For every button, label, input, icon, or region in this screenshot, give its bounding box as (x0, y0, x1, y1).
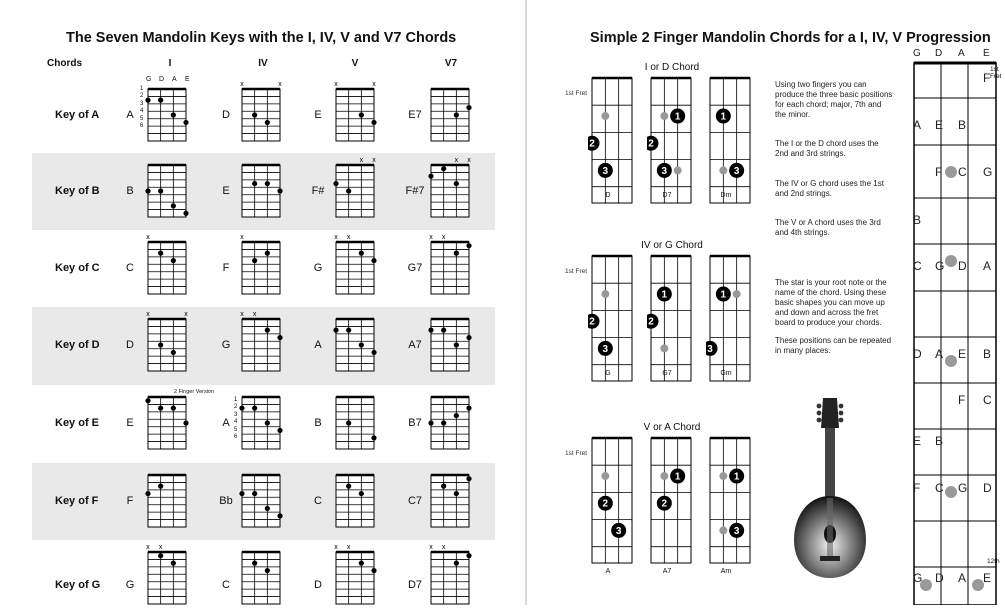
finger-dot (454, 342, 459, 347)
finger-dot (145, 398, 150, 403)
finger-number-text: 1 (674, 471, 681, 483)
finger-number-text: 1 (661, 289, 668, 301)
mandolin-illustration (790, 398, 870, 578)
two-finger-diagram (706, 252, 754, 388)
chord-name: F (126, 495, 134, 507)
chord-name: B7 (408, 417, 422, 429)
string-name: A (172, 76, 177, 83)
fretboard-note: A (935, 347, 944, 361)
muted-string-mark: x (240, 311, 244, 318)
finger-dot (183, 211, 188, 216)
two-finger-diagram (647, 434, 695, 570)
position-dot (719, 472, 727, 480)
right-title: Simple 2 Finger Mandolin Chords for a I, IV, V Progression (590, 30, 991, 46)
two-finger-diagram (706, 74, 754, 210)
finger-number-text: 3 (602, 165, 609, 177)
chord-name: E7 (408, 109, 422, 121)
finger-number-text: 1 (720, 111, 727, 123)
chord-diagram (332, 388, 380, 454)
fret-number: 3 (140, 100, 144, 107)
finger-dot (145, 98, 150, 103)
finger-dot (145, 491, 150, 496)
muted-string-mark: x (240, 234, 244, 241)
chord-name: D (314, 579, 322, 591)
fretboard-first-fret-label: 1st Fret (990, 66, 1002, 80)
finger-dot (265, 328, 270, 333)
fretboard-note: A (983, 259, 992, 273)
chord-name: D (126, 339, 134, 351)
finger-dot (252, 491, 257, 496)
fretboard-header-note: G (913, 48, 921, 59)
finger-dot (371, 350, 376, 355)
finger-dot (441, 328, 446, 333)
note-6: These positions can be repeated in many places. (775, 336, 892, 355)
finger-number-text: 2 (589, 316, 595, 328)
row-label-6: Key of F (55, 495, 99, 507)
chord-name: G (221, 339, 231, 351)
fretboard-header-note: A (958, 48, 965, 59)
finger-dot (466, 476, 471, 481)
finger-dot (466, 406, 471, 411)
finger-dot (171, 203, 176, 208)
fretboard-note: E (983, 571, 992, 585)
position-dot (719, 166, 727, 174)
finger-dot (145, 188, 150, 193)
section-title: V or A Chord (643, 422, 701, 433)
chords-header: Chords (47, 58, 82, 69)
fretboard-note: E (935, 118, 944, 132)
fretboard-note: D (935, 571, 944, 585)
finger-dot (428, 328, 433, 333)
finger-dot (265, 420, 270, 425)
chord-diagram (427, 543, 475, 609)
chord-diagram (144, 466, 192, 532)
two-finger-diagram (588, 434, 636, 570)
fretboard-note: D (958, 259, 967, 273)
finger-dot (346, 484, 351, 489)
finger-dot (158, 484, 163, 489)
fret-number: 2 (140, 93, 144, 100)
finger-dot (171, 561, 176, 566)
finger-dot (454, 112, 459, 117)
finger-dot (158, 553, 163, 558)
position-dot (660, 344, 668, 352)
fretboard-twelfth-label: 12th (987, 558, 1000, 565)
chord-name: C (314, 495, 322, 507)
finger-dot (466, 105, 471, 110)
fretboard-note: A (958, 571, 967, 585)
chord-diagram (332, 543, 380, 609)
finger-dot (441, 484, 446, 489)
finger-dot (333, 328, 338, 333)
position-dot (660, 472, 668, 480)
finger-dot (239, 491, 244, 496)
finger-dot (277, 188, 282, 193)
chord-diagram (144, 310, 192, 376)
note-4: The V or A chord uses the 3rd and 4th strings. (775, 218, 881, 237)
row-label-5: Key of E (55, 417, 100, 429)
finger-dot (371, 120, 376, 125)
fret-number: 6 (234, 434, 238, 440)
chord-diagram (427, 80, 475, 146)
finger-number-text: 3 (602, 343, 609, 355)
finger-dot (346, 328, 351, 333)
fretboard-note: A (913, 118, 922, 132)
finger-number-text: 3 (733, 525, 740, 537)
col-header-V: V (351, 58, 359, 69)
fretboard-header-note: E (983, 48, 990, 59)
chord-diagram (427, 310, 475, 376)
row-label-1: Key of A (55, 109, 100, 121)
muted-string-mark: x (372, 81, 376, 88)
muted-string-mark: x (334, 81, 338, 88)
fretboard-note: B (958, 118, 967, 132)
finger-dot (428, 420, 433, 425)
chord-diagram (238, 388, 286, 454)
chord-diagram (427, 156, 475, 222)
finger-dot (454, 491, 459, 496)
fretboard-note: C (935, 481, 944, 495)
chord-caption: A7 (662, 568, 672, 575)
fret-number: 1 (234, 397, 238, 403)
left-title: The Seven Mandolin Keys with the I, IV, V and V7 Chords (66, 30, 457, 46)
finger-dot (158, 188, 163, 193)
finger-dot (171, 350, 176, 355)
finger-dot (252, 561, 257, 566)
finger-dot (277, 428, 282, 433)
fret-number: 5 (140, 115, 144, 122)
chord-diagram (144, 80, 192, 146)
section-title: I or D Chord (644, 62, 700, 73)
chord-name: G7 (407, 262, 423, 274)
finger-dot (346, 188, 351, 193)
finger-dot (428, 174, 433, 179)
finger-dot (359, 251, 364, 256)
chord-caption: A (605, 568, 611, 575)
chord-name: C7 (407, 495, 423, 507)
string-name: E (185, 76, 190, 83)
muted-string-mark: x (184, 311, 188, 318)
first-fret-label: 1st Fret (565, 90, 588, 97)
position-dot (601, 112, 609, 120)
fretboard-note: D (913, 347, 922, 361)
finger-number-text: 2 (589, 138, 595, 150)
row-label-7: Key of G (55, 579, 101, 591)
finger-number-text: 3 (661, 165, 668, 177)
first-fret-label: 1st Fret (565, 268, 588, 275)
chord-name: Bb (219, 495, 233, 507)
position-dot (601, 290, 609, 298)
finger-dot (371, 258, 376, 263)
finger-dot (454, 251, 459, 256)
fretboard-note: G (935, 259, 945, 273)
finger-dot (359, 491, 364, 496)
chord-diagram (427, 466, 475, 532)
muted-string-mark: x (359, 157, 364, 164)
chord-diagram (144, 233, 192, 299)
muted-string-mark: x (441, 234, 446, 241)
muted-string-mark: x (454, 157, 459, 164)
finger-dot (441, 166, 446, 171)
chord-name: A (126, 109, 134, 121)
finger-dot (171, 112, 176, 117)
col-header-IV: IV (258, 58, 268, 69)
finger-number-text: 2 (648, 316, 654, 328)
finger-number-text: 1 (674, 111, 681, 123)
muted-string-mark: x (146, 544, 150, 551)
finger-number-text: 3 (707, 343, 713, 355)
fretboard-note: G (958, 481, 968, 495)
finger-number-text: 3 (615, 525, 622, 537)
two-finger-diagram (647, 252, 695, 388)
finger-dot (265, 568, 270, 573)
chord-name: F#7 (405, 185, 425, 197)
finger-dot (454, 561, 459, 566)
fretboard-header-note: D (935, 48, 943, 59)
row-label-2: Key of B (55, 185, 100, 197)
finger-dot (252, 406, 257, 411)
finger-dot (239, 406, 244, 411)
finger-number-text: 2 (648, 138, 654, 150)
muted-string-mark: x (158, 544, 163, 551)
fretboard-note: B (913, 213, 922, 227)
fret-number: 4 (234, 419, 238, 426)
finger-dot (265, 506, 270, 511)
chord-diagram (238, 466, 286, 532)
fretboard-note: C (913, 259, 922, 273)
chord-name: B (126, 185, 134, 197)
chord-name: E (314, 109, 322, 121)
muted-string-mark: x (334, 234, 338, 241)
finger-dot (158, 251, 163, 256)
muted-string-mark: x (346, 234, 351, 241)
finger-dot (466, 553, 471, 558)
chord-caption: D (605, 192, 611, 199)
chord-diagram (238, 156, 286, 222)
finger-dot (371, 435, 376, 440)
finger-dot (359, 112, 364, 117)
chord-diagram (332, 80, 380, 146)
row-label-4: Key of D (55, 339, 100, 351)
finger-dot (454, 413, 459, 418)
chord-name: A7 (408, 339, 422, 351)
position-dot (660, 112, 668, 120)
chord-diagram (144, 543, 192, 609)
chord-diagram (238, 80, 286, 146)
finger-dot (371, 568, 376, 573)
finger-dot (346, 420, 351, 425)
chord-name: D7 (407, 579, 423, 591)
fret-number: 3 (234, 411, 238, 418)
muted-string-mark: x (240, 81, 244, 88)
note-3: The IV or G chord uses the 1st and 2nd strings. (775, 179, 884, 198)
chord-name: F# (311, 185, 325, 197)
chord-diagram (238, 543, 286, 609)
fretboard-note: C (983, 393, 992, 407)
muted-string-mark: x (441, 544, 446, 551)
muted-string-mark: x (346, 544, 351, 551)
finger-dot (265, 120, 270, 125)
muted-string-mark: x (429, 544, 433, 551)
muted-string-mark: x (467, 157, 471, 164)
col-header-V7: V7 (444, 58, 458, 69)
fret-number: 5 (234, 426, 238, 433)
finger-dot (171, 406, 176, 411)
fretboard-note: D (983, 481, 992, 495)
chord-diagram (427, 388, 475, 454)
fretboard-note: E (958, 347, 967, 361)
muted-string-mark: x (146, 311, 150, 318)
muted-string-mark: x (334, 544, 338, 551)
finger-dot (441, 420, 446, 425)
chord-diagram (332, 156, 380, 222)
chord-name: A (222, 417, 230, 429)
fretboard-note: F (935, 165, 943, 179)
chord-name: C (222, 579, 230, 591)
chord-caption: G7 (662, 370, 672, 377)
finger-dot (454, 181, 459, 186)
finger-dot (277, 513, 282, 518)
finger-number-text: 1 (733, 471, 740, 483)
finger-dot (333, 181, 338, 186)
finger-dot (171, 258, 176, 263)
fret-number: 2 (234, 404, 238, 411)
chord-diagram (332, 466, 380, 532)
chord-caption: D7 (662, 192, 672, 199)
full-fretboard (908, 55, 1005, 605)
note-1: Using two fingers you can produce the three basic positions for each chord; major, 7th and the minor. (775, 80, 893, 119)
finger-dot (359, 561, 364, 566)
chord-name: G (125, 579, 135, 591)
chord-name: B (314, 417, 322, 429)
chord-name: A (314, 339, 322, 351)
fretboard-note: F (913, 481, 921, 495)
muted-string-mark: x (278, 81, 282, 88)
fretboard-note: G (913, 571, 923, 585)
finger-dot (252, 258, 257, 263)
fretboard-note: G (983, 165, 993, 179)
position-dot (601, 472, 609, 480)
row-label-3: Key of C (55, 262, 100, 274)
chord-diagram (332, 233, 380, 299)
fretboard-note: C (958, 165, 967, 179)
chord-diagram (144, 388, 192, 454)
finger-dot (158, 342, 163, 347)
finger-dot (265, 181, 270, 186)
chord-name: C (126, 262, 134, 274)
finger-dot (277, 335, 282, 340)
chord-caption: Gm (720, 370, 732, 377)
note-2: The I or the D chord uses the 2nd and 3rd strings. (775, 139, 879, 158)
finger-number-text: 2 (602, 498, 609, 510)
chord-diagram (427, 233, 475, 299)
finger-dot (158, 406, 163, 411)
muted-string-mark: x (372, 157, 376, 164)
chord-caption: Dm (720, 192, 732, 199)
note-5: The star is your root note or the name of the chord. Using these basic shapes you can move up and down and across the fret board to produce your chords. (775, 278, 887, 327)
finger-dot (359, 342, 364, 347)
fretboard-note: F (958, 393, 966, 407)
position-dot (674, 166, 682, 174)
fretboard-note: E (913, 434, 922, 448)
fretboard-note: B (983, 347, 992, 361)
two-finger-version-note: 2 Finger Version (174, 389, 215, 395)
finger-dot (183, 120, 188, 125)
finger-dot (466, 335, 471, 340)
muted-string-mark: x (252, 311, 257, 318)
chord-name: G (313, 262, 323, 274)
chord-diagram (238, 310, 286, 376)
fret-number: 4 (140, 108, 144, 115)
two-finger-diagram (588, 252, 636, 388)
chord-caption: G (605, 370, 611, 377)
section-title: IV or G Chord (641, 240, 703, 251)
chord-name: F (222, 262, 230, 274)
string-name: G (146, 76, 152, 83)
finger-number-text: 1 (720, 289, 727, 301)
fret-number: 6 (140, 123, 144, 129)
chord-diagram (144, 156, 192, 222)
two-finger-diagram (706, 434, 754, 570)
chord-diagram (238, 233, 286, 299)
page-divider (525, 0, 527, 605)
chord-name: E (222, 185, 230, 197)
finger-dot (158, 98, 163, 103)
chord-diagram (332, 310, 380, 376)
first-fret-label: 1st Fret (565, 450, 588, 457)
fretboard-note: B (935, 434, 944, 448)
two-finger-diagram (588, 74, 636, 210)
finger-number-text: 2 (661, 498, 668, 510)
chord-caption: Am (720, 568, 732, 575)
chord-name: E (126, 417, 134, 429)
string-name: D (159, 76, 165, 83)
chord-name: D (222, 109, 230, 121)
finger-dot (265, 251, 270, 256)
fretboard-note: F (983, 71, 991, 85)
finger-number-text: 3 (733, 165, 740, 177)
fret-number: 1 (140, 86, 144, 92)
finger-dot (183, 420, 188, 425)
col-header-I: I (168, 58, 172, 69)
muted-string-mark: x (429, 234, 433, 241)
position-dot (733, 290, 741, 298)
muted-string-mark: x (146, 234, 150, 241)
position-dot (719, 526, 727, 534)
finger-dot (252, 112, 257, 117)
two-finger-diagram (647, 74, 695, 210)
finger-dot (466, 243, 471, 248)
finger-dot (252, 181, 257, 186)
